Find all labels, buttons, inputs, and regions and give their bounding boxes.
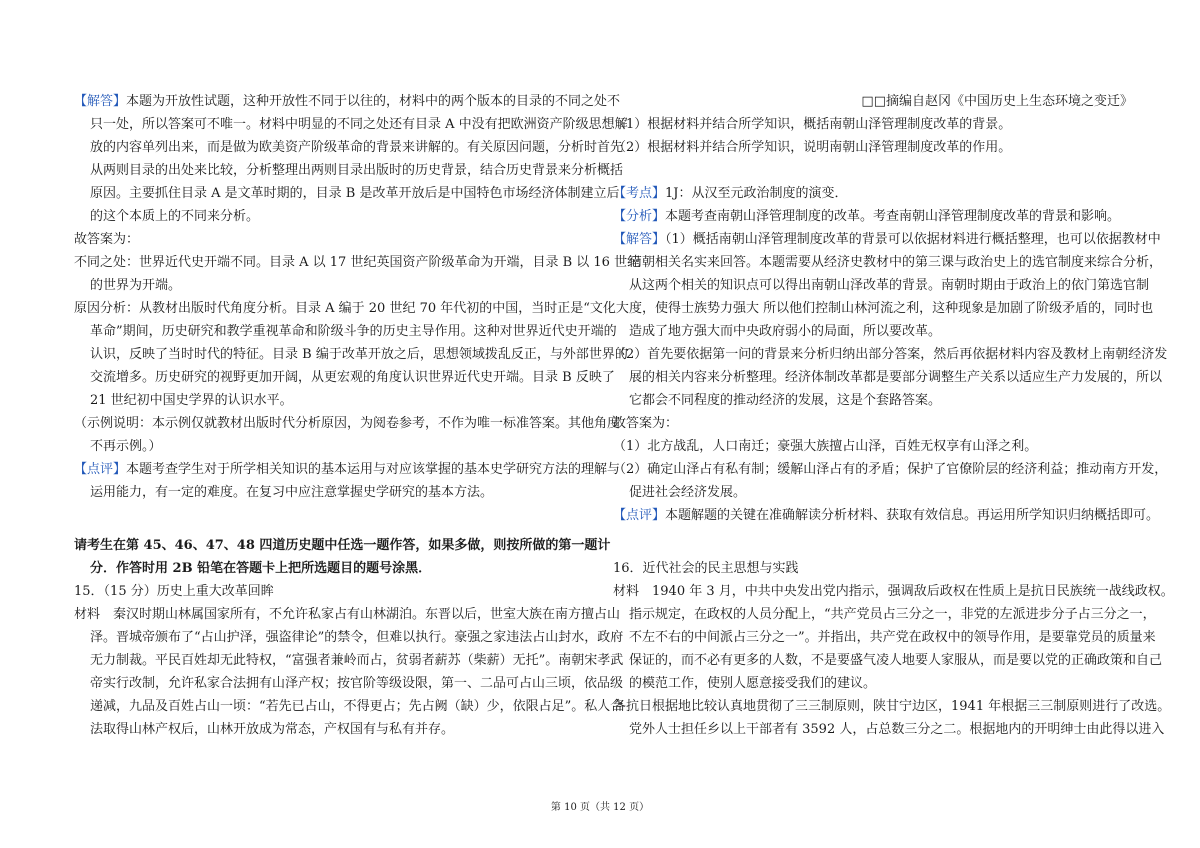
q16-material-line: 各抗日根据地比较认真地贯彻了三三制原则，陕甘宁边区，1941 年根据三三制原则进行了改选。: [613, 699, 1171, 714]
kaodian-line: 【考点】1J：从汉至元政治制度的演变．: [613, 186, 848, 201]
instruction-line: 请考生在第 45、46、47、48 四道历史题中任选一题作答，如果多做，则按所做的第一题计: [74, 538, 611, 553]
jieda-tag: 【解答】: [613, 232, 666, 247]
comment-line: 【点评】本题解题的关键在准确解读分析材料、获取有效信息。再运用所学知识归纳概括即可。: [613, 508, 1160, 523]
fenxi-line: 【分析】本题考查南朝山泽管理制度的改革。考查南朝山泽管理制度改革的背景和影响。: [613, 209, 1121, 224]
jieda-line: 【解答】（1）概括南朝山泽管理制度改革的背景可以依据材料进行概括整理，也可以依据教材中: [613, 232, 1161, 247]
q15-material-line: 递减，九品及百姓占山一顷：“若先已占山，不得更占；先占阙（缺）少，依限占足”。私人合: [90, 699, 624, 714]
q16-material-line: 保证的，而不必有更多的人数，不是要盛气凌人地要人家服从，而是要以党的正确政策和自己: [629, 653, 1163, 668]
jieda-line: 南朝相关名实来回答。本题需要从经济史教材中的第三课与政治史上的选官制度来综合分析，: [629, 255, 1163, 270]
jieda-line: 造成了地方强大而中央政府弱小的局面，所以要改革。: [629, 324, 942, 339]
kaodian-tag: 【考点】: [613, 186, 666, 201]
q16-material-line: 党外人士担任乡以上干部者有 3592 人，占总数三分之二。根据地内的开明绅士由此得以进入: [629, 722, 1165, 737]
comment-line: 运用能力，有一定的难度。在复习中应注意掌握史学研究的基本方法。: [90, 485, 494, 500]
fenxi-tag: 【分析】: [613, 209, 666, 224]
answer-tag: 【解答】: [74, 94, 127, 109]
jieda-line: 度，使得士族势力强大 所以他们控制山林河流之利，这种现象是加剧了阶级矛盾的，同时也: [629, 301, 1154, 316]
comment-tag: 【点评】: [613, 508, 666, 523]
reason-line: 认识，反映了当时时代的特征。目录 B 编于改革开放之后，思想领域拨乱反正，与外部世界的: [90, 347, 628, 362]
part2-line: （2）首先要依据第一问的背景来分析归纳出部分答案，然后再依据材料内容及教材上南朝经济发: [613, 347, 1168, 362]
source-citation: □□摘编自赵冈《中国历史上生态环境之变迁》: [861, 94, 1133, 109]
reason-line: 原因分析：从教材出版时代角度分析。目录 A 编于 20 世纪 70 年代初的中国，当时正是“文化大: [74, 301, 629, 316]
answer-line: 【解答】本题为开放性试题，这种开放性不同于以往的，材料中的两个版本的目录的不同之处不: [74, 94, 621, 109]
answer-line: 促进社会经济发展。: [629, 485, 747, 500]
part2-line: 它都会不同程度的推动经济的发展，这是个套路答案。: [629, 393, 942, 408]
answer-as-label: 故答案为：: [613, 416, 679, 431]
part2-line: 展的相关内容来分析整理。经济体制改革都是要部分调整生产关系以适应生产力发展的，所以: [629, 370, 1163, 385]
q15-material-line: 帝实行改制，允许私家合法拥有山泽产权；按官阶等级设限，第一、二品可占山三顷，依品级: [90, 676, 624, 691]
q16-material-line: 不左不右的中间派占三分之一”。并指出，共产党在政权中的领导作用，是要靠党员的质量来: [629, 630, 1156, 645]
q15-material-line: 泽。晋城帝颁布了“占山护泽，强盗律论”的禁令，但难以执行。豪强之家违法占山封水，政府: [90, 630, 624, 645]
question-16-title: 16．近代社会的民主思想与实践: [613, 561, 799, 576]
question-line: （1）根据材料并结合所学知识，概括南朝山泽管理制度改革的背景。: [613, 117, 1012, 132]
q16-material-line: 材料 1940 年 3 月，中共中央发出党内指示，强调敌后政权在性质上是抗日民族统一战线政权。: [613, 584, 1174, 599]
answer-as-label: 故答案为：: [74, 232, 140, 247]
question-line: （2）根据材料并结合所学知识，说明南朝山泽管理制度改革的作用。: [613, 140, 1012, 155]
reason-line: 21 世纪初中国史学界的认识水平。: [90, 393, 293, 408]
comment-tag: 【点评】: [74, 462, 127, 477]
answer-line: 放的内容单列出来，而是做为欧美资产阶级革命的背景来讲解的。有关原因问题，分析时首先: [90, 140, 624, 155]
page-number-footer: 第 10 页（共 12 页）: [550, 802, 650, 813]
difference-line: 的世界为开端。: [90, 278, 182, 293]
note-line: 不再示例。）: [90, 439, 162, 454]
note-line: （示例说明：本示例仅就教材出版时代分析原因，为阅卷参考，不作为唯一标准答案。其他角度: [74, 416, 621, 431]
q15-material-line: 无力制裁。平民百姓却无此特权，“富强者兼岭而占，贫弱者薪苏（柴薪）无托”。南朝宋孝武: [90, 653, 624, 668]
answer-line: （2）确定山泽占有私有制；缓解山泽占有的矛盾；保护了官僚阶层的经济利益；推动南方开发，: [613, 462, 1168, 477]
jieda-line: 从这两个相关的知识点可以得出南朝山泽改革的背景。南朝时期由于政治上的依门第选官制: [629, 278, 1150, 293]
q16-material-line: 指示规定，在政权的人员分配上，“共产党员占三分之一，非党的左派进步分子占三分之一，: [629, 607, 1156, 622]
answer-line: 从两则目录的出处来比较，分析整理出两则目录出版时的历史背景，结合历史背景来分析概括: [90, 163, 624, 178]
instruction-line: 分．作答时用 2B 铅笔在答题卡上把所选题目的题号涂黑．: [90, 561, 432, 576]
difference-line: 不同之处：世界近代史开端不同。目录 A 以 17 世纪英国资产阶级革命为开端，目录 B 以 16 世纪: [74, 255, 641, 270]
answer-line: 只一处，所以答案可不唯一。材料中明显的不同之处还有目录 A 中没有把欧洲资产阶级思想解: [90, 117, 628, 132]
q15-material-line: 材料 秦汉时期山林属国家所有，不允许私家占有山林湖泊。东晋以后，世室大族在南方擅占山: [74, 607, 621, 622]
reason-line: 革命”期间，历史研究和教学重视革命和阶级斗争的历史主导作用。这种对世界近代史开端的: [90, 324, 617, 339]
answer-line: 的这个本质上的不同来分析。: [90, 209, 260, 224]
comment-line: 【点评】本题考查学生对于所学相关知识的基本运用与对应该掌握的基本史学研究方法的理解与: [74, 462, 621, 477]
q16-material-line: 的模范工作，使别人愿意接受我们的建议。: [629, 676, 877, 691]
question-15-title: 15．（15 分）历史上重大改革回眸: [74, 584, 274, 599]
answer-line: （1）北方战乱，人口南迁；豪强大族擅占山泽，百姓无权享有山泽之利。: [613, 439, 1038, 454]
q15-material-line: 法取得山林产权后，山林开放成为常态，产权国有与私有并存。: [90, 722, 455, 737]
reason-line: 交流增多。历史研究的视野更加开阔，从更宏观的角度认识世界近代史开端。目录 B 反映了: [90, 370, 615, 385]
answer-line: 原因。主要抓住目录 A 是文革时期的，目录 B 是改革开放后是中国特色市场经济体制建立后: [90, 186, 620, 201]
